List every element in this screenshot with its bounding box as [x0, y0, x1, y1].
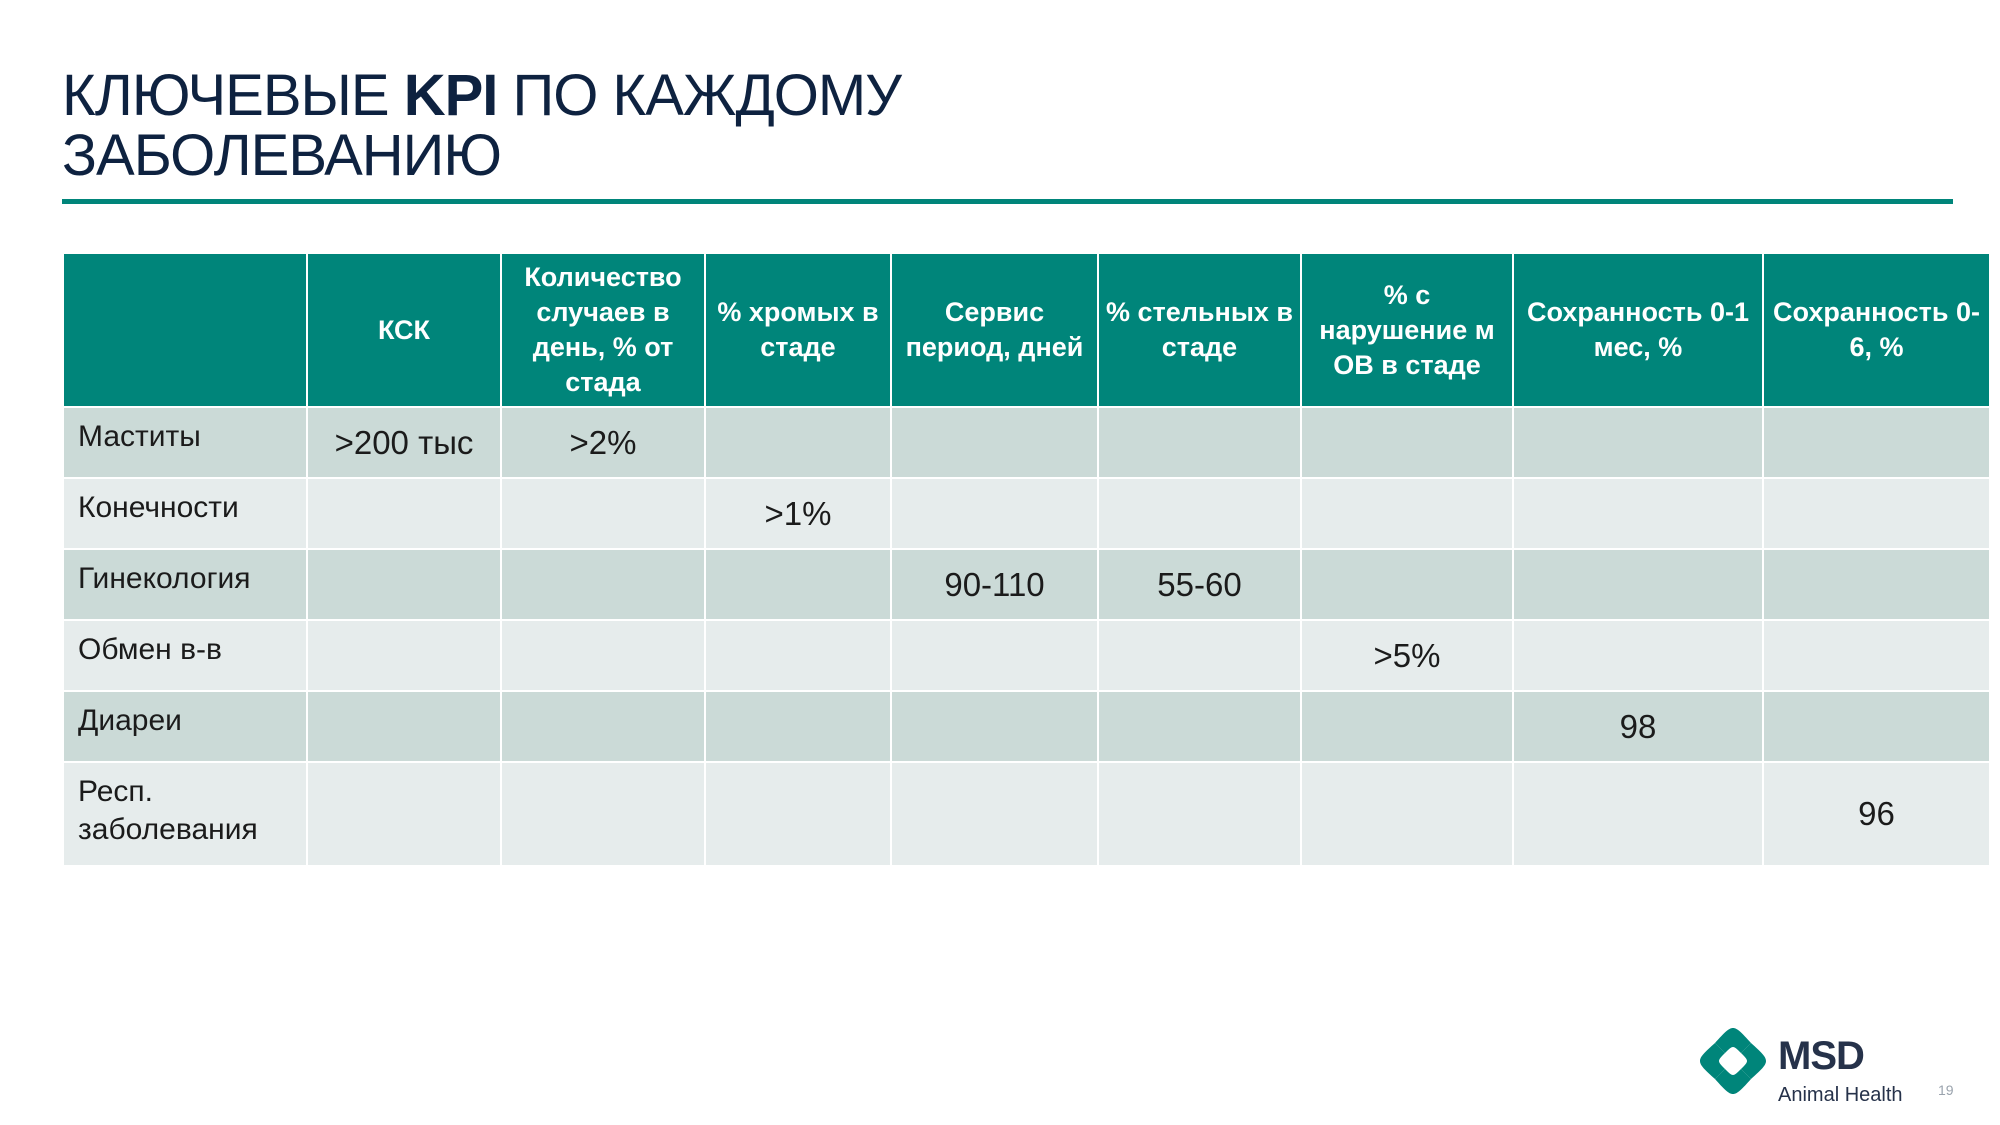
table-cell: 90-110 [891, 549, 1098, 620]
table-cell [1301, 407, 1513, 478]
table-row [63, 620, 1990, 691]
table-cell [1763, 691, 1990, 762]
header-cell-cases-per-day: Количество случаев в день, % от стада [501, 253, 705, 407]
table-cell [1098, 762, 1301, 866]
table-cell [1763, 549, 1990, 620]
table-cell [307, 549, 501, 620]
title-divider [62, 199, 1953, 204]
msd-logo-icon [1700, 1028, 1766, 1094]
row-label: Обмен в-в [63, 620, 307, 691]
title-part2: ПО КАЖДОМУ [497, 63, 901, 128]
table-row [63, 478, 1990, 549]
table-header-row [63, 253, 1990, 407]
table-cell [1301, 549, 1513, 620]
table-cell [705, 549, 891, 620]
table-cell [501, 478, 705, 549]
table-cell: >200 тыс [307, 407, 501, 478]
row-label: Диареи [63, 691, 307, 762]
row-label: Респ. заболевания [63, 762, 307, 866]
table-cell [1513, 549, 1763, 620]
table-cell [705, 762, 891, 866]
table-cell: 96 [1763, 762, 1990, 866]
table-row [63, 691, 1990, 762]
table-cell [891, 620, 1098, 691]
table-cell [1301, 762, 1513, 866]
table-cell [501, 691, 705, 762]
table-cell [1098, 407, 1301, 478]
table-cell [1513, 478, 1763, 549]
msd-logo [1700, 1028, 1930, 1108]
table-cell [307, 691, 501, 762]
table-cell [1098, 691, 1301, 762]
table-row [63, 407, 1990, 478]
header-cell-pregnant: % стельных в стаде [1098, 253, 1301, 407]
table-cell [705, 620, 891, 691]
table-cell [307, 478, 501, 549]
table-cell [1763, 620, 1990, 691]
table-cell [705, 691, 891, 762]
table-cell [1301, 691, 1513, 762]
row-label: Гинекология [63, 549, 307, 620]
table-row [63, 549, 1990, 620]
table-cell [307, 620, 501, 691]
table-cell [705, 407, 891, 478]
table-cell [1301, 478, 1513, 549]
table-cell [1763, 478, 1990, 549]
table-cell [501, 762, 705, 866]
header-cell-survival-0-6: Сохранность 0-6, % [1763, 253, 1990, 407]
table-cell: >1% [705, 478, 891, 549]
logo-name: MSD [1778, 1034, 1864, 1078]
kpi-table [62, 252, 1991, 867]
title-part1: КЛЮЧЕВЫЕ [62, 63, 404, 128]
table-row [63, 762, 1990, 866]
logo-subtitle: Animal Health [1778, 1084, 1903, 1106]
table-cell [501, 549, 705, 620]
table-cell [1098, 620, 1301, 691]
title-kpi: KPI [403, 63, 498, 128]
header-cell-survival-0-1: Сохранность 0-1 мес, % [1513, 253, 1763, 407]
table-cell [1763, 407, 1990, 478]
table-cell [1098, 478, 1301, 549]
table-cell [891, 407, 1098, 478]
header-cell-lame: % хромых в стаде [705, 253, 891, 407]
table-cell [307, 762, 501, 866]
table-cell [891, 691, 1098, 762]
header-cell-ksk: КСК [307, 253, 501, 407]
header-cell-service-period: Сервис период, дней [891, 253, 1098, 407]
table-cell [891, 762, 1098, 866]
table-cell [891, 478, 1098, 549]
table-cell [1513, 620, 1763, 691]
row-label: Конечности [63, 478, 307, 549]
table-cell [501, 620, 705, 691]
table-cell: >5% [1301, 620, 1513, 691]
page-number: 19 [1938, 1082, 1954, 1098]
row-label: Маститы [63, 407, 307, 478]
header-cell-metabolic: % с нарушение м ОВ в стаде [1301, 253, 1513, 407]
title-line2: ЗАБОЛЕВАНИЮ [62, 123, 501, 188]
table-cell: 55-60 [1098, 549, 1301, 620]
page-title [62, 63, 1562, 188]
table-cell: 98 [1513, 691, 1763, 762]
table-cell [1513, 762, 1763, 866]
header-cell-empty [63, 253, 307, 407]
table-cell: >2% [501, 407, 705, 478]
table-cell [1513, 407, 1763, 478]
